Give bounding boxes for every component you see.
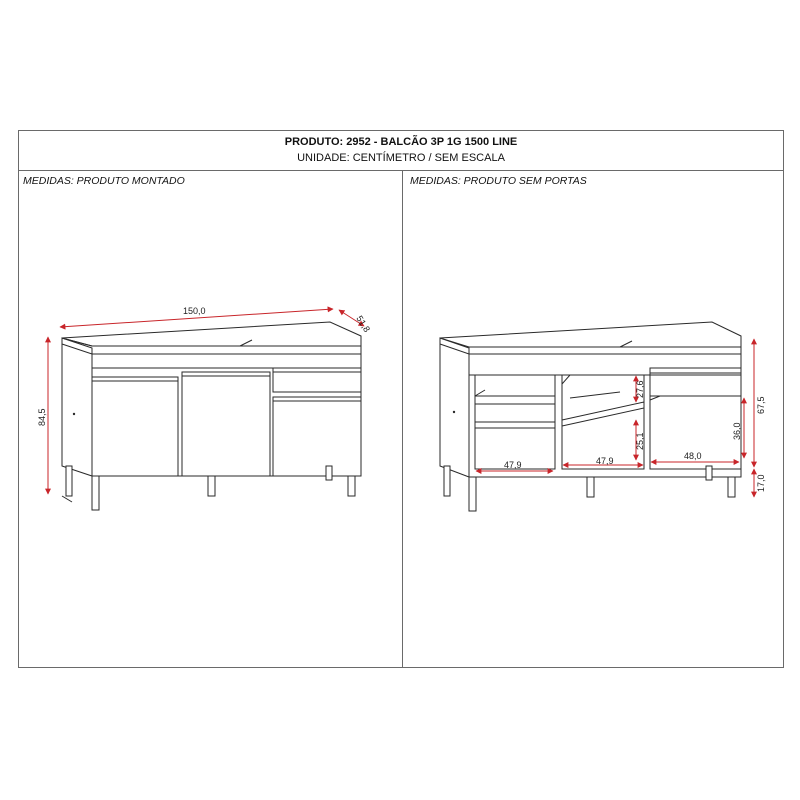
cabinet-left-side (62, 338, 92, 476)
foot (348, 476, 355, 496)
door-middle (182, 372, 270, 476)
dimension-body-height-label: 67,5 (756, 396, 766, 414)
dimension-height-label: 84,5 (37, 408, 47, 426)
dimension-niche3-label: 48,0 (684, 451, 702, 461)
foot (444, 466, 450, 496)
cabinet-assembled (62, 322, 361, 510)
panel-label-assembled: MEDIDAS: PRODUTO MONTADO (23, 175, 185, 187)
dimension-foot-height-label: 17,0 (756, 474, 766, 492)
foot (208, 476, 215, 496)
door-left (92, 377, 178, 476)
dimension-width-label: 150,0 (183, 306, 206, 316)
drawer-front (650, 368, 741, 396)
door-right (273, 397, 361, 476)
dimension-niche1-label: 47,9 (504, 460, 522, 470)
niche-middle (562, 375, 644, 469)
dimension-niche2-label: 47,9 (596, 456, 614, 466)
panel-label-without-doors: MEDIDAS: PRODUTO SEM PORTAS (410, 175, 587, 187)
cabinet-top-outline (62, 322, 361, 346)
unit-subtitle: UNIDADE: CENTÍMETRO / SEM ESCALA (297, 152, 505, 164)
dimension-upper-niche-label: 27,6 (635, 380, 645, 398)
cabinet-without-doors (440, 322, 741, 511)
foot (326, 466, 332, 480)
dimension-right-niche-label: 36,0 (732, 422, 742, 440)
foot (66, 466, 72, 496)
dimension-lower-niche-label: 25,1 (635, 432, 645, 450)
foot (92, 476, 99, 510)
dimension-depth-label: 51,8 (354, 313, 373, 334)
foot (728, 477, 735, 497)
foot (587, 477, 594, 497)
cabinet-left-side (440, 338, 469, 477)
foot (706, 466, 712, 480)
foot (469, 477, 476, 511)
cabinet-top-outline (440, 338, 741, 354)
product-title: PRODUTO: 2952 - BALCÃO 3P 1G 1500 LINE (284, 136, 518, 148)
cabinet-top-back-edge (62, 338, 361, 354)
